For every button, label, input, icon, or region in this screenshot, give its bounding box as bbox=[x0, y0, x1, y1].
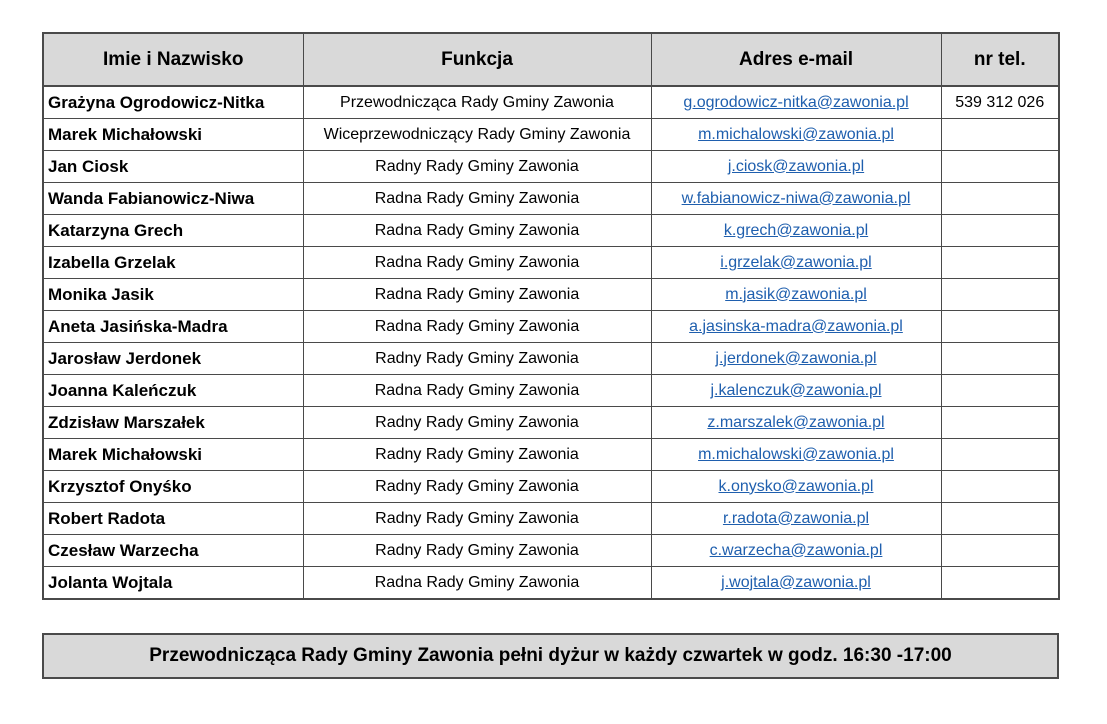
duty-notice-text: Przewodnicząca Rady Gminy Zawonia pełni dyżur w każdy czwartek w godz. 16:30 -17:00 bbox=[149, 645, 952, 666]
duty-notice bbox=[42, 633, 1059, 679]
table-header-row bbox=[43, 33, 1059, 86]
member-name: Zdzisław Marszałek bbox=[43, 407, 303, 439]
table-row bbox=[43, 503, 1059, 535]
member-email-cell bbox=[651, 343, 941, 375]
member-email-link[interactable]: k.onysko@zawonia.pl bbox=[718, 477, 874, 495]
member-name: Jarosław Jerdonek bbox=[43, 343, 303, 375]
member-function: Radna Rady Gminy Zawonia bbox=[303, 375, 651, 407]
member-email-cell bbox=[651, 215, 941, 247]
member-function: Radna Rady Gminy Zawonia bbox=[303, 279, 651, 311]
member-phone bbox=[941, 119, 1059, 151]
member-email-link[interactable]: w.fabianowicz-niwa@zawonia.pl bbox=[681, 189, 911, 207]
header-phone: nr tel. bbox=[941, 33, 1059, 86]
header-email: Adres e-mail bbox=[651, 33, 941, 86]
member-email-link[interactable]: k.grech@zawonia.pl bbox=[723, 221, 869, 239]
member-email-link[interactable]: g.ogrodowicz-nitka@zawonia.pl bbox=[683, 93, 909, 111]
member-function: Radny Rady Gminy Zawonia bbox=[303, 503, 651, 535]
member-name: Izabella Grzelak bbox=[43, 247, 303, 279]
member-phone bbox=[941, 311, 1059, 343]
table-row bbox=[43, 439, 1059, 471]
member-name: Czesław Warzecha bbox=[43, 535, 303, 567]
header-name: Imie i Nazwisko bbox=[43, 33, 303, 86]
member-function: Radny Rady Gminy Zawonia bbox=[303, 407, 651, 439]
member-email-link[interactable]: j.kalenczuk@zawonia.pl bbox=[710, 381, 882, 399]
member-name: Krzysztof Onyśko bbox=[43, 471, 303, 503]
member-name: Joanna Kaleńczuk bbox=[43, 375, 303, 407]
table-row bbox=[43, 215, 1059, 247]
member-name: Monika Jasik bbox=[43, 279, 303, 311]
member-email-cell bbox=[651, 247, 941, 279]
table-body bbox=[43, 86, 1059, 599]
member-function: Przewodnicząca Rady Gminy Zawonia bbox=[303, 86, 651, 119]
member-phone bbox=[941, 215, 1059, 247]
member-function: Radna Rady Gminy Zawonia bbox=[303, 183, 651, 215]
member-function: Radny Rady Gminy Zawonia bbox=[303, 471, 651, 503]
table-row bbox=[43, 247, 1059, 279]
member-email-link[interactable]: a.jasinska-madra@zawonia.pl bbox=[689, 317, 903, 335]
member-name: Wanda Fabianowicz-Niwa bbox=[43, 183, 303, 215]
member-name: Jolanta Wojtala bbox=[43, 567, 303, 600]
member-function: Radny Rady Gminy Zawonia bbox=[303, 439, 651, 471]
member-email-link[interactable]: z.marszalek@zawonia.pl bbox=[707, 413, 885, 431]
member-email-cell bbox=[651, 183, 941, 215]
member-name: Robert Radota bbox=[43, 503, 303, 535]
member-name: Jan Ciosk bbox=[43, 151, 303, 183]
member-email-cell bbox=[651, 503, 941, 535]
member-function: Radny Rady Gminy Zawonia bbox=[303, 535, 651, 567]
member-email-cell bbox=[651, 86, 941, 119]
member-email-cell bbox=[651, 535, 941, 567]
member-phone bbox=[941, 279, 1059, 311]
member-phone bbox=[941, 471, 1059, 503]
member-phone bbox=[941, 567, 1059, 600]
member-phone: 539 312 026 bbox=[941, 86, 1059, 119]
table-row bbox=[43, 567, 1059, 600]
council-contacts-table bbox=[42, 32, 1060, 600]
member-email-cell bbox=[651, 567, 941, 600]
member-name: Aneta Jasińska-Madra bbox=[43, 311, 303, 343]
member-function: Radna Rady Gminy Zawonia bbox=[303, 311, 651, 343]
member-email-cell bbox=[651, 375, 941, 407]
member-function: Radny Rady Gminy Zawonia bbox=[303, 343, 651, 375]
member-email-cell bbox=[651, 471, 941, 503]
table-row bbox=[43, 183, 1059, 215]
member-email-cell bbox=[651, 279, 941, 311]
member-email-cell bbox=[651, 407, 941, 439]
table-row bbox=[43, 375, 1059, 407]
member-name: Marek Michałowski bbox=[43, 439, 303, 471]
member-phone bbox=[941, 343, 1059, 375]
member-phone bbox=[941, 407, 1059, 439]
member-email-link[interactable]: j.wojtala@zawonia.pl bbox=[721, 573, 871, 591]
member-phone bbox=[941, 375, 1059, 407]
table-row bbox=[43, 343, 1059, 375]
member-function: Wiceprzewodniczący Rady Gminy Zawonia bbox=[303, 119, 651, 151]
member-name: Katarzyna Grech bbox=[43, 215, 303, 247]
table-row bbox=[43, 471, 1059, 503]
table-row bbox=[43, 86, 1059, 119]
member-email-link[interactable]: m.michalowski@zawonia.pl bbox=[698, 445, 894, 463]
member-phone bbox=[941, 439, 1059, 471]
member-email-link[interactable]: r.radota@zawonia.pl bbox=[722, 509, 870, 527]
table-row bbox=[43, 407, 1059, 439]
member-email-cell bbox=[651, 151, 941, 183]
member-email-cell bbox=[651, 311, 941, 343]
member-email-link[interactable]: i.grzelak@zawonia.pl bbox=[720, 253, 872, 271]
table-row bbox=[43, 151, 1059, 183]
member-email-link[interactable]: j.jerdonek@zawonia.pl bbox=[715, 349, 877, 367]
member-name: Marek Michałowski bbox=[43, 119, 303, 151]
member-function: Radny Rady Gminy Zawonia bbox=[303, 151, 651, 183]
member-name: Grażyna Ogrodowicz-Nitka bbox=[43, 86, 303, 119]
member-function: Radna Rady Gminy Zawonia bbox=[303, 247, 651, 279]
member-phone bbox=[941, 183, 1059, 215]
member-function: Radna Rady Gminy Zawonia bbox=[303, 567, 651, 600]
header-function: Funkcja bbox=[303, 33, 651, 86]
member-email-link[interactable]: m.michalowski@zawonia.pl bbox=[698, 125, 894, 143]
table-row bbox=[43, 279, 1059, 311]
member-email-cell bbox=[651, 119, 941, 151]
member-email-link[interactable]: c.warzecha@zawonia.pl bbox=[709, 541, 883, 559]
member-phone bbox=[941, 247, 1059, 279]
table-row bbox=[43, 311, 1059, 343]
member-function: Radna Rady Gminy Zawonia bbox=[303, 215, 651, 247]
table-row bbox=[43, 535, 1059, 567]
member-email-link[interactable]: m.jasik@zawonia.pl bbox=[725, 285, 867, 303]
table-row bbox=[43, 119, 1059, 151]
member-phone bbox=[941, 503, 1059, 535]
member-email-cell bbox=[651, 439, 941, 471]
member-email-link[interactable]: j.ciosk@zawonia.pl bbox=[727, 157, 865, 175]
member-phone bbox=[941, 535, 1059, 567]
member-phone bbox=[941, 151, 1059, 183]
